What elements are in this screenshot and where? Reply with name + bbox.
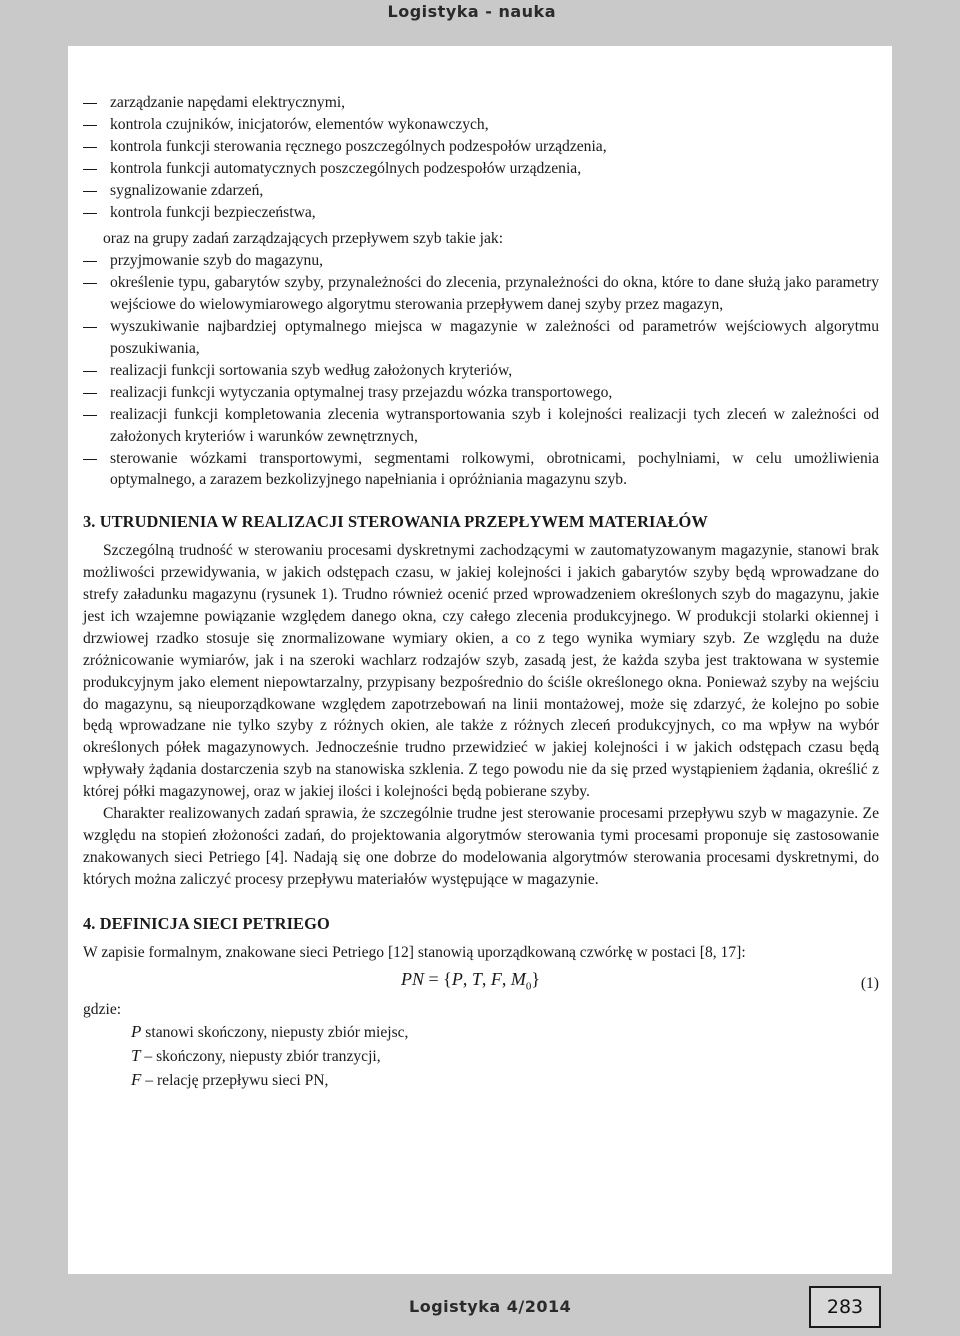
- section-4-intro: W zapisie formalnym, znakowane sieci Petriego [12] stanowią uporządkowaną czwórkę w postaci [8, 17]:: [83, 943, 746, 961]
- equation-number: (1): [860, 974, 879, 992]
- definition-text: – skończony, niepusty zbiór tranzycji,: [140, 1048, 381, 1066]
- definition-text: – relację przepływu sieci PN,: [141, 1072, 329, 1090]
- section-4-heading: 4. DEFINICJA SIECI PETRIEGO: [83, 913, 330, 933]
- eq-comma: ,: [501, 968, 507, 989]
- page-number-box: [809, 1286, 881, 1328]
- eq-lhs: PN: [401, 968, 425, 989]
- article-content: [83, 92, 879, 1092]
- list-item: sterowanie wózkami transportowymi, segmentami rolkowymi, obrotnicami, pochylniami, w celu umożliwienia optymalnego, a zarazem bezkolizyjnego napełniania i opróżniania magazynu szyb.: [83, 448, 879, 492]
- definition-symbol: P: [131, 1022, 142, 1042]
- list-item: kontrola funkcji automatycznych poszczególnych podzespołów urządzenia,: [83, 158, 879, 180]
- list-item: przyjmowanie szyb do magazynu,: [83, 250, 879, 272]
- list-item: realizacji funkcji wytyczania optymalnej trasy przejazdu wózka transportowego,: [83, 382, 879, 404]
- definition-list: [131, 1020, 879, 1092]
- list-item: zarządzanie napędami elektrycznymi,: [83, 92, 879, 114]
- definition-text: stanowi skończony, niepusty zbiór miejsc,: [141, 1024, 409, 1042]
- eq-open-brace: {: [443, 968, 452, 989]
- list-item: kontrola czujników, inicjatorów, elementów wykonawczych,: [83, 114, 879, 136]
- definition-item: [131, 1044, 879, 1068]
- section-3-heading: 3. UTRUDNIENIA W REALIZACJI STEROWANIA PRZEPŁYWEM MATERIAŁÓW: [83, 512, 708, 532]
- eq-m: M: [510, 968, 526, 989]
- footer-journal: Logistyka 4/2014: [409, 1297, 572, 1316]
- equation-formula: [401, 969, 540, 999]
- eq-comma: ,: [481, 968, 487, 989]
- list-item: realizacji funkcji sortowania szyb według założonych kryteriów,: [83, 360, 879, 382]
- definition-item: [131, 1068, 879, 1092]
- eq-comma: ,: [462, 968, 468, 989]
- definition-symbol: T: [131, 1046, 141, 1066]
- list-item: kontrola funkcji sterowania ręcznego poszczególnych podzespołów urządzenia,: [83, 136, 879, 158]
- list-item: sygnalizowanie zdarzeń,: [83, 180, 879, 202]
- task-list-control: [83, 92, 879, 223]
- where-label: gdzie:: [83, 1000, 122, 1018]
- eq-t: T: [471, 968, 482, 989]
- page-number: 283: [826, 1296, 864, 1318]
- definition-symbol: F: [131, 1070, 142, 1090]
- eq-f: F: [490, 968, 502, 989]
- list-item: realizacji funkcji kompletowania zlecenia wytransportowania szyb i kolejności realizacji tych zleceń w zależności od założonych kryteriów i warunków zewnętrznych,: [83, 404, 879, 448]
- page-sheet: [68, 46, 892, 1274]
- task-list-flow: [83, 250, 879, 491]
- section-3-paragraph-2: Charakter realizowanych zadań sprawia, że szczególnie trudne jest sterowanie procesami przepływu szyb w magazynie. Ze względu na stopień złożoności zadań, do projektowania algorytmów sterowania tymi procesami proponuje się zastosowanie znakowanych sieci Petriego [4]. Nadają się one dobrze do modelowania algorytmów sterowania procesami dyskretnymi, do których można zaliczyć procesy przepływu materiałów występujące w magazynie.: [83, 805, 879, 888]
- running-header: Logistyka - nauka: [387, 2, 556, 21]
- eq-close-brace: }: [531, 968, 540, 989]
- equation-1: [83, 967, 879, 999]
- eq-m-subscript: 0: [525, 980, 532, 993]
- list-item: kontrola funkcji bezpieczeństwa,: [83, 202, 879, 224]
- lead-paragraph: oraz na grupy zadań zarządzających przepływem szyb takie jak:: [103, 230, 504, 248]
- eq-equals: =: [428, 968, 439, 989]
- list-item: określenie typu, gabarytów szyby, przynależności do zlecenia, przynależności do okna, które to dane służą jako parametry wejściowe do wielowymiarowego algorytmu sterowania przepływem danej szyby przez magazyn,: [83, 272, 879, 316]
- list-item: wyszukiwanie najbardziej optymalnego miejsca w magazynie w zależności od parametrów wejściowych algorytmu poszukiwania,: [83, 316, 879, 360]
- definition-item: [131, 1020, 879, 1044]
- header-band: [0, 0, 960, 24]
- section-3-paragraph-1: Szczególną trudność w sterowaniu procesami dyskretnymi zachodzącymi w zautomatyzowanym magazynie, stanowi brak możliwości przewidywania, w jakich odstępach czasu, w jakiej kolejności i jakich gabarytów szyby będą wprowadzane do strefy załadunku magazynu (rysunek 1). Trudno również ocenić przed wprowadzeniem określonych szyb do magazynu, jakie jest ich wzajemne powiązanie względem danego okna, czy całego zlecenia produkcyjnego. W produkcji stolarki okiennej i drzwiowej rzadko stosuje się znormalizowane wymiary okien, a co z tego wynika wymiary szyb. Ze względu na duże zróżnicowanie wymiarów, jak i na szeroki wachlarz rodzajów szyb, zasadą jest, że każda szyba jest traktowana w systemie produkcyjnym jako element niepowtarzalny, przypisany bezpośrednio do ściśle określonego okna. Ponieważ szyby na wejściu do magazynu, są nieuporządkowane względem zapotrzebowań na linii montażowej, może się zdarzyć, że kolejno po sobie będą wprowadzane nie tylko szyby z różnych okien, ale także z różnych zleceń produkcyjnych, co ma wpływ na wybór określonych półek magazynowych. Jednocześnie trudno przewidzieć w jakiej kolejności i w jakich odstępach czasu będą wpływały żądania dostarczenia szyb na stanowiska szklenia. Z tego powodu nie da się przed wystąpieniem żądania, określić z której półki magazynowej, oraz w jakiej ilości i kolejności będą pobierane szyby.: [83, 542, 879, 801]
- eq-p: P: [451, 968, 463, 989]
